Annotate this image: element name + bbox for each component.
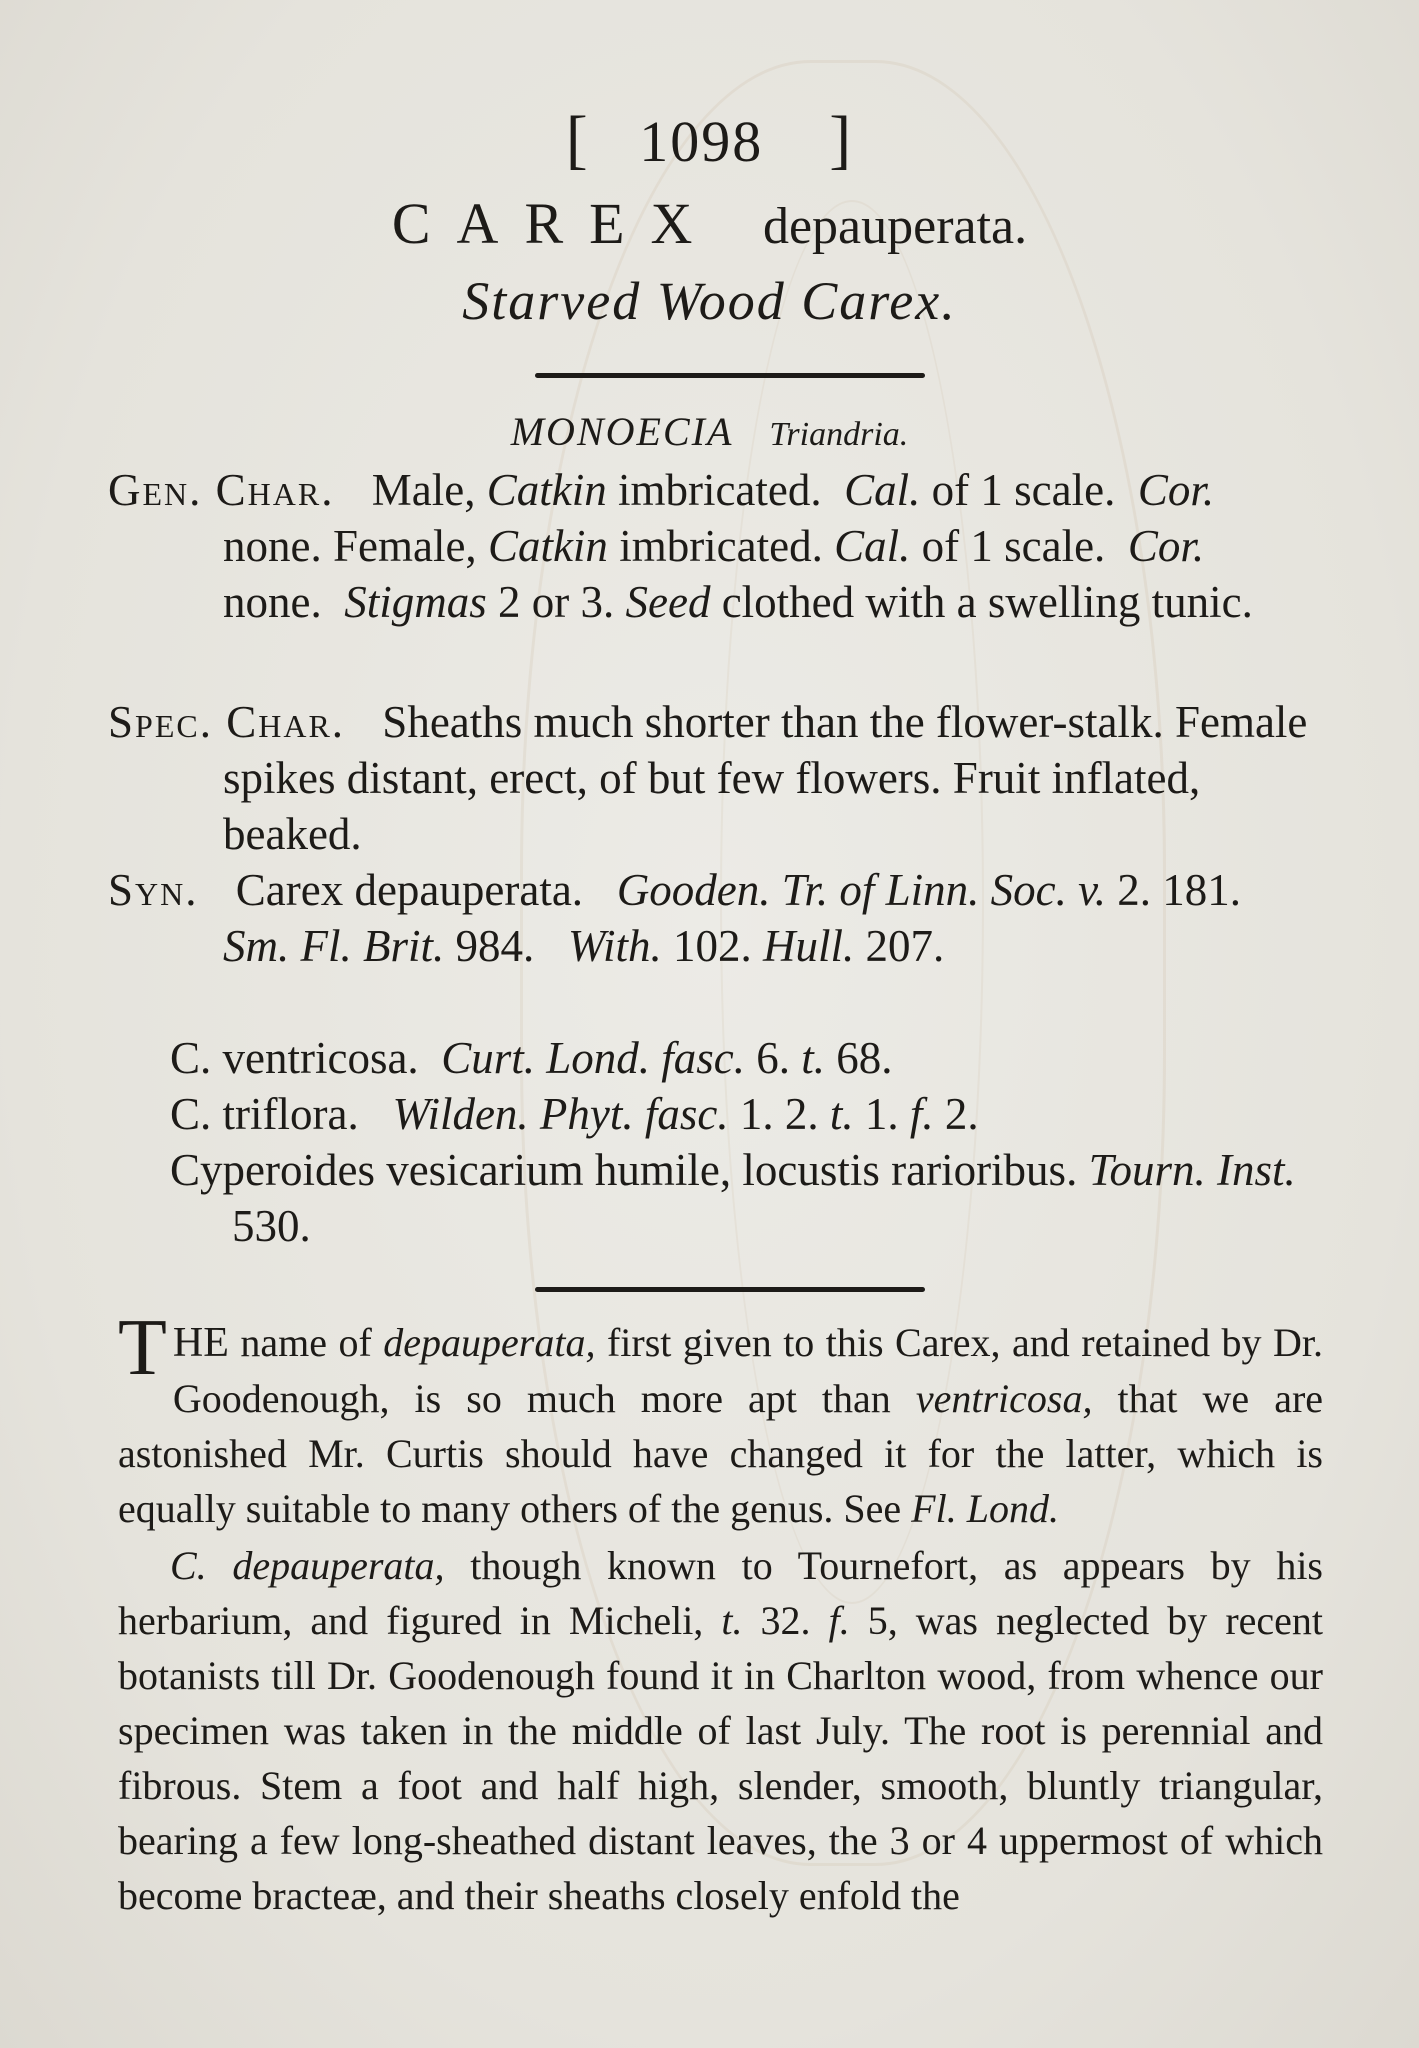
common-name: Starved Wood Carex. (462, 271, 957, 331)
synonymy (108, 862, 1323, 974)
page-number: 1098 (639, 109, 764, 174)
synonym-number: 2. (944, 1089, 979, 1139)
body-italic: depauperata, (383, 1320, 596, 1365)
spec-char-text: Sheaths much shorter than the flower-stalk. Female spikes distant, erect, of but few flowers. Fruit inflated, beaked. (223, 697, 1308, 859)
synonym-number: 6. (756, 1033, 790, 1083)
gen-char-text: 2 or 3. (498, 577, 615, 627)
synonym-number: 530. (232, 1201, 311, 1251)
body-text: that we are astonished Mr. Curtis should have changed it for the latter, which is equally suitable to many others of the genus. See (118, 1376, 1324, 1531)
gen-char-text: imbricated. (619, 521, 823, 571)
divider-rule-bottom (535, 1287, 925, 1292)
synonym-number: 2. 181. (1117, 865, 1241, 915)
synonym-name: Carex depauperata. (235, 865, 584, 915)
synonym-number: 1. (864, 1089, 899, 1139)
bracket-close: ] (829, 103, 854, 176)
synonym-reference: Wilden. Phyt. fasc. (392, 1089, 729, 1139)
gen-char-label: Gen. Char. (108, 465, 335, 515)
gen-char-text: of 1 scale. (931, 465, 1116, 515)
gen-char-term: Cor. (1137, 465, 1215, 515)
species-title (0, 190, 1419, 257)
body-italic: t. (721, 1598, 743, 1643)
synonym-name: Cyperoides vesicarium humile, locustis rarioribus. (170, 1145, 1078, 1195)
gen-char-text: none. Female, (223, 521, 477, 571)
body-text: name of (240, 1320, 372, 1365)
synonym-reference: Tourn. Inst. (1088, 1145, 1296, 1195)
paragraph-2 (118, 1538, 1323, 1923)
body-text: though known to Tournefort, as appears by his herbarium, and figured in Micheli, (118, 1543, 1323, 1643)
synonym-number: 102. (673, 921, 752, 971)
gen-char-text: Male, (371, 465, 476, 515)
synonym-name: C. ventricosa. (170, 1033, 419, 1083)
synonym-number: 1. 2. (739, 1089, 819, 1139)
synonym-list (170, 1030, 1320, 1254)
synonym-entry (170, 1142, 1320, 1254)
body-italic: ventricosa, (915, 1376, 1093, 1421)
linnaean-order: Triandria. (769, 416, 909, 453)
synonym-reference: Curt. Lond. fasc. (441, 1033, 745, 1083)
gen-char-term: Seed (625, 577, 711, 627)
gen-char-text: none. (223, 577, 322, 627)
spec-char-label: Spec. Char. (108, 697, 346, 747)
gen-char-text: imbricated. (617, 465, 822, 515)
paragraph-1 (118, 1304, 1324, 1536)
synonym-number: 207. (865, 921, 945, 971)
synonym-reference: t. (829, 1089, 854, 1139)
synonym-entry (170, 1086, 1320, 1142)
bracket-open: [ (565, 103, 590, 176)
synonym-reference: f. (909, 1089, 934, 1139)
synonym-name: C. triflora. (170, 1089, 359, 1139)
gen-char-term: Cal. (844, 465, 921, 515)
synonym-reference: Gooden. Tr. of Linn. Soc. v. (616, 865, 1106, 915)
gen-char-text: clothed with a swelling tunic. (721, 577, 1253, 627)
synonym-reference: t. (801, 1033, 825, 1083)
classification-line (0, 408, 1419, 455)
body-text: 32. (760, 1598, 811, 1643)
body-text: first given to this Carex, and retained by Dr. Goodenough, is so much more apt than (172, 1320, 1324, 1421)
synonym-reference: Sm. Fl. Brit. (223, 921, 445, 971)
gen-char-term: Stigmas (344, 577, 487, 627)
gen-char-text: of 1 scale. (921, 521, 1106, 571)
synonym-number: 68. (836, 1033, 893, 1083)
genus-name: CAREX (391, 191, 719, 256)
divider-rule-top (535, 373, 925, 378)
synonym-entry (170, 1030, 1320, 1086)
synonym-number: 984. (455, 921, 535, 971)
generic-character (108, 462, 1323, 630)
gen-char-term: Catkin (487, 521, 608, 571)
specific-character (108, 694, 1323, 862)
drop-capital: T (118, 1304, 167, 1392)
synonym-reference: With. (568, 921, 662, 971)
synonym-reference: Hull. (763, 921, 855, 971)
body-italic: Fl. Lond. (911, 1486, 1059, 1531)
linnaean-class: MONOECIA (510, 409, 734, 454)
small-caps-lead: HE (172, 1320, 229, 1366)
gen-char-term: Cal. (834, 521, 911, 571)
body-italic: C. depauperata, (170, 1543, 445, 1588)
body-text: 5, was neglected by recent botanists till Dr. Goodenough found it in Charlton wood, from whence our specimen was taken in the middle of last July. The root is perennial and fibrous. Stem a foot and half high, slender, smooth, bluntly triangular, bearing a few long-sheathed distant leaves, the 3 or 4 uppermost of which become bracteæ, and their sheaths closely enfold the (118, 1598, 1324, 1918)
page-number-line (0, 102, 1419, 178)
gen-char-term: Catkin (486, 465, 607, 515)
species-name: depauperata. (762, 198, 1028, 255)
description-body (118, 1304, 1324, 1925)
syn-label: Syn. (108, 865, 199, 915)
body-italic: f. (828, 1598, 850, 1643)
gen-char-term: Cor. (1127, 521, 1205, 571)
